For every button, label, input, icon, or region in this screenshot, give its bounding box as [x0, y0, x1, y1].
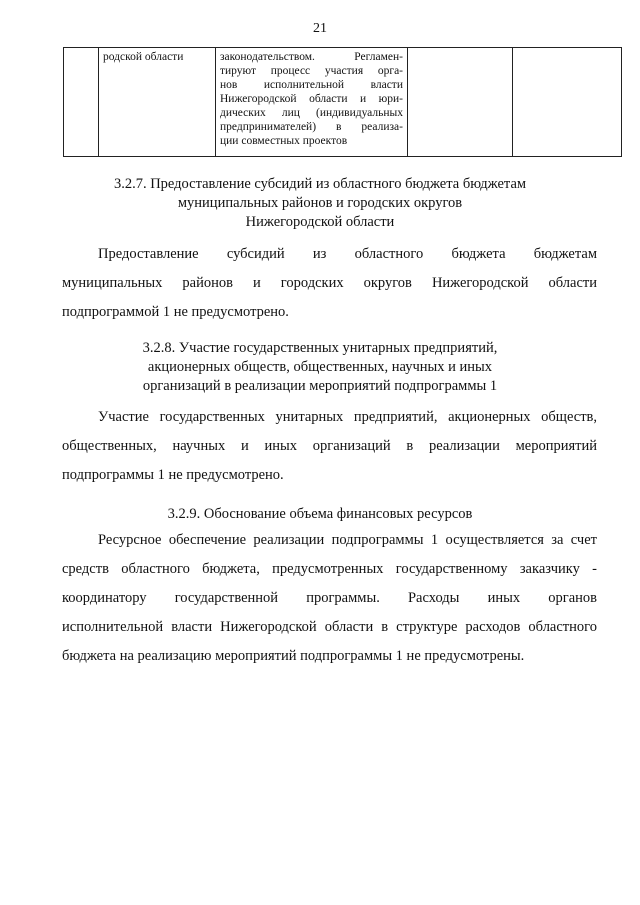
table-cell-region: родской области	[99, 48, 216, 157]
table-cell-empty	[513, 48, 622, 157]
section-title-line: организаций в реализации мероприятий подпрограммы 1	[142, 378, 498, 394]
paragraph-line: Ресурсное обеспечение реализации подпрограммы 1 осуществляется за счет	[98, 532, 597, 548]
paragraph-line: Предоставление субсидий из областного бюджета бюджетам	[98, 246, 597, 262]
section-327-title	[0, 175, 640, 232]
paragraph-line: бюджета на реализацию мероприятий подпрограммы 1 не предусмотрены.	[62, 648, 525, 664]
table-cell-number	[64, 48, 99, 157]
section-title-line: муниципальных районов и городских округов	[177, 195, 463, 211]
continuation-table	[63, 47, 622, 157]
table-cell-description	[216, 48, 408, 157]
table-desc-line: предпринимателей) в реализа-	[220, 121, 403, 133]
table-desc-line: тируют процесс участия орга-	[220, 65, 403, 77]
section-title-line: Нижегородской области	[245, 214, 395, 230]
paragraph-line: общественных, научных и иных организаций в реализации мероприятий	[62, 438, 597, 454]
table-desc-line: Нижегородской области и юри-	[220, 93, 403, 105]
table-row	[64, 48, 622, 157]
paragraph-line: Участие государственных унитарных предприятий, акционерных обществ,	[98, 409, 597, 425]
paragraph-line: муниципальных районов и городских округов Нижегородской области	[62, 275, 597, 291]
table-cell-empty	[408, 48, 513, 157]
paragraph-line: подпрограммы 1 не предусмотрено.	[62, 467, 284, 483]
section-329-paragraph	[62, 526, 597, 671]
paragraph-line: координатору государственной программы. Расходы иных органов	[62, 590, 597, 606]
table-desc-line: дических лиц (индивидуальных	[220, 107, 403, 119]
section-329-title: 3.2.9. Обоснование объема финансовых ресурсов	[167, 506, 473, 522]
section-title-line: акционерных обществ, общественных, научных и иных	[147, 359, 493, 375]
section-328-paragraph	[62, 403, 597, 490]
table-desc-line: законодательством. Регламен-	[220, 51, 403, 63]
section-title-line: 3.2.7. Предоставление субсидий из областного бюджета бюджетам	[113, 176, 527, 192]
table-desc-line: нов исполнительной власти	[220, 79, 403, 91]
paragraph-line: исполнительной власти Нижегородской области в структуре расходов областного	[62, 619, 597, 635]
paragraph-line: подпрограммой 1 не предусмотрено.	[62, 304, 289, 320]
section-327-paragraph	[62, 240, 597, 327]
paragraph-line: средств областного бюджета, предусмотренных государственному заказчику -	[62, 561, 597, 577]
table-desc-line: ции совместных проектов	[220, 135, 348, 147]
page-number: 21	[313, 21, 327, 36]
section-328-title	[0, 339, 640, 396]
section-title-line: 3.2.8. Участие государственных унитарных предприятий,	[142, 340, 498, 356]
